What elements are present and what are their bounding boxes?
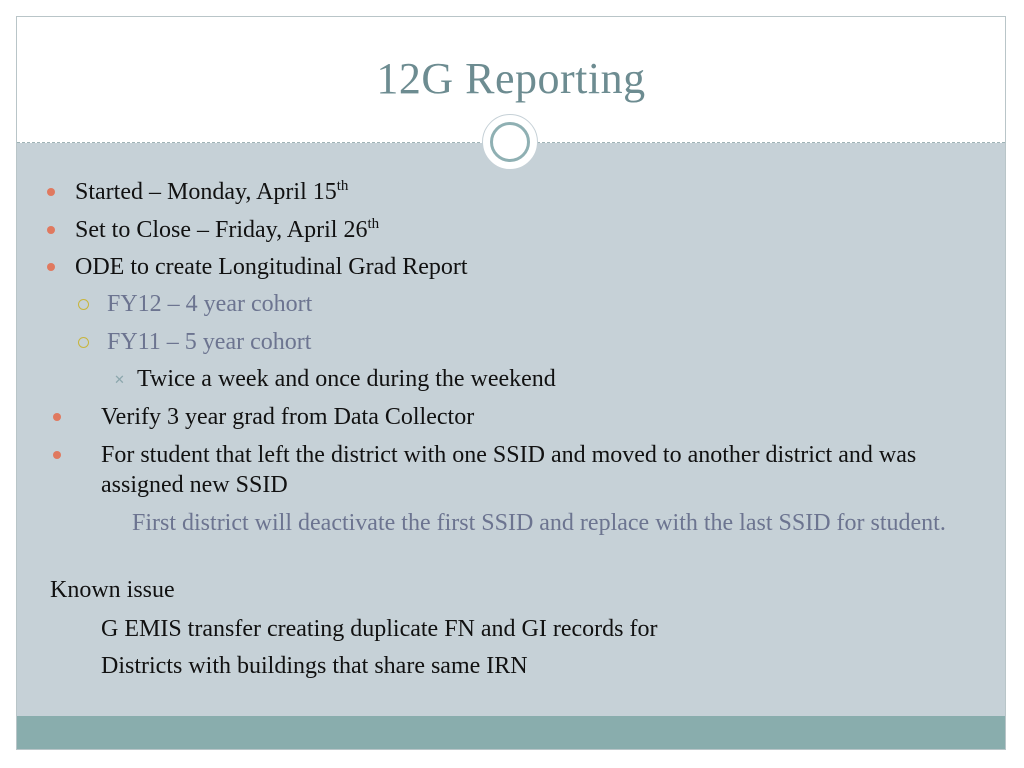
sub-text-first-district: First district will deactivate the first SSID and replace with the last SSID for student. xyxy=(132,510,946,536)
bullet-set-to-close xyxy=(75,215,379,245)
bullet-dot-icon xyxy=(47,263,55,271)
sub-bullet-fy12: FY12 – 4 year cohort xyxy=(107,291,313,317)
known-issue-line-1: G EMIS transfer creating duplicate FN and GI records for xyxy=(101,616,658,642)
slide-title: 12G Reporting xyxy=(376,54,646,103)
bullet-text: Started – Monday, April 15 xyxy=(75,179,337,205)
bullet-for-student: For student that left the district with one SSID and moved to another district and was assigned new SSID xyxy=(101,442,917,498)
bullet-started xyxy=(75,177,348,207)
sub-sub-bullet-twice-a-week: Twice a week and once during the weekend xyxy=(137,366,556,392)
slide-content xyxy=(17,17,1005,749)
known-issue-heading: Known issue xyxy=(50,577,175,603)
bullet-dot-icon xyxy=(53,451,61,459)
bullet-ode-report: ODE to create Longitudinal Grad Report xyxy=(75,254,468,280)
bullet-dot-icon xyxy=(47,226,55,234)
hollow-circle-bullet-icon xyxy=(78,337,89,348)
slide xyxy=(16,16,1006,750)
x-bullet-icon: ✕ xyxy=(114,373,125,388)
ordinal-suffix: th xyxy=(367,216,380,232)
bullet-dot-icon xyxy=(53,413,61,421)
bullet-dot-icon xyxy=(47,188,55,196)
bullet-text: Set to Close – Friday, April 26 xyxy=(75,217,368,243)
bullet-verify: Verify 3 year grad from Data Collector xyxy=(101,404,475,430)
ordinal-suffix: th xyxy=(336,178,349,194)
known-issue-line-2: Districts with buildings that share same IRN xyxy=(101,653,528,679)
sub-bullet-fy11: FY11 – 5 year cohort xyxy=(107,329,312,355)
hollow-circle-bullet-icon xyxy=(78,299,89,310)
